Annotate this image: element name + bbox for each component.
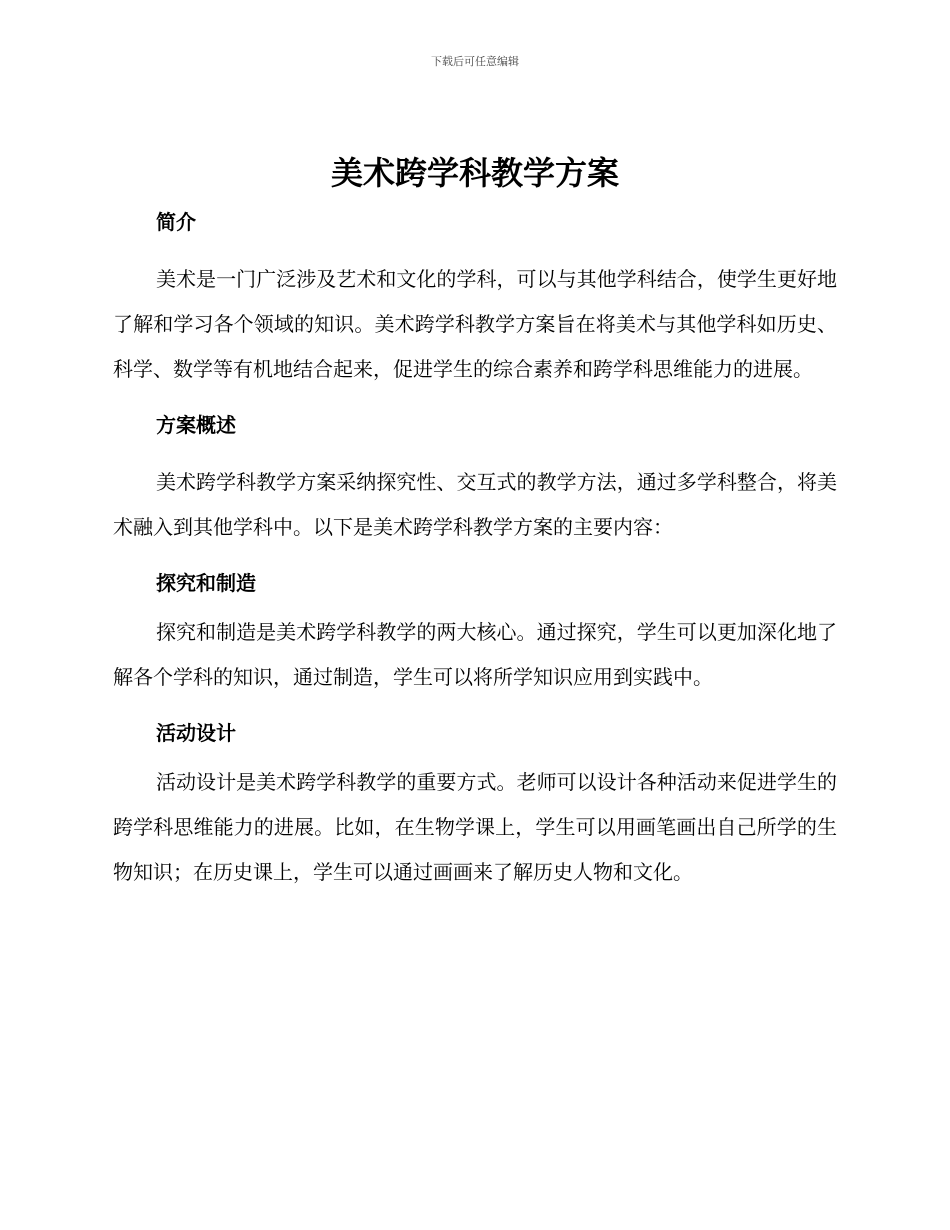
section-introduction <box>113 199 837 402</box>
section-paragraph: 活动设计是美术跨学科教学的重要方式。老师可以设计各种活动来促进学生的跨学科思维能力的进展。比如，在生物学课上，学生可以用画笔画出自己所学的生物知识；在历史课上，学生可以通过画画来了解历史人物和文化。 <box>113 770 837 884</box>
section-paragraph: 探究和制造是美术跨学科教学的两大核心。通过探究，学生可以更加深化地了解各个学科的知识，通过制造，学生可以将所学知识应用到实践中。 <box>113 620 837 689</box>
section-paragraph: 美术是一门广泛涉及艺术和文化的学科，可以与其他学科结合，使学生更好地了解和学习各个领域的知识。美术跨学科教学方案旨在将美术与其他学科如历史、科学、数学等有机地结合起来，促进学生的综合素养和跨学科思维能力的进展。 <box>113 267 837 381</box>
document-body <box>113 199 837 895</box>
section-heading: 方案概述 <box>156 413 236 437</box>
section-heading: 活动设计 <box>156 721 236 745</box>
section-explore-and-make <box>113 560 837 710</box>
section-overview <box>113 402 837 560</box>
section-paragraph: 美术跨学科教学方案采纳探究性、交互式的教学方法，通过多学科整合，将美术融入到其他学科中。以下是美术跨学科教学方案的主要内容： <box>113 470 837 539</box>
section-heading: 探究和制造 <box>156 571 256 595</box>
page-header-note: 下载后可任意编辑 <box>431 55 519 68</box>
section-activity-design <box>113 710 837 895</box>
document-title: 美术跨学科教学方案 <box>330 154 619 192</box>
section-heading: 简介 <box>156 210 196 234</box>
